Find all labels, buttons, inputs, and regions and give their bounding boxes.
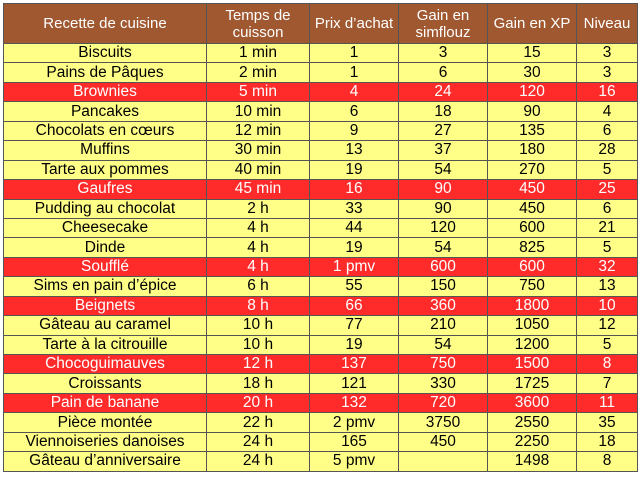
cook-time-cell: 18 h [207, 374, 310, 393]
recipe-name-cell: Pudding au chocolat [4, 199, 207, 218]
recipe-name-cell: Chocolats en cœurs [4, 121, 207, 140]
simflouz-gain-cell: 150 [399, 277, 488, 296]
recipe-name-cell: Pancakes [4, 102, 207, 121]
table-row [4, 335, 638, 354]
table-row [4, 160, 638, 179]
price-cell: 13 [310, 141, 399, 160]
level-cell: 16 [577, 82, 638, 101]
xp-gain-cell: 1800 [488, 296, 577, 315]
cook-time-cell: 4 h [207, 257, 310, 276]
level-cell: 18 [577, 432, 638, 451]
simflouz-gain-cell: 360 [399, 296, 488, 315]
price-cell: 66 [310, 296, 399, 315]
xp-gain-cell: 2550 [488, 413, 577, 432]
price-cell: 2 pmv [310, 413, 399, 432]
recipe-name-cell: Gâteau au caramel [4, 316, 207, 335]
xp-gain-cell: 15 [488, 44, 577, 63]
cook-time-cell: 12 h [207, 355, 310, 374]
simflouz-gain-cell: 6 [399, 63, 488, 82]
xp-gain-cell: 1500 [488, 355, 577, 374]
level-cell: 6 [577, 199, 638, 218]
price-cell: 44 [310, 218, 399, 237]
level-cell: 32 [577, 257, 638, 276]
cook-time-cell: 45 min [207, 180, 310, 199]
recipe-table-container [3, 3, 638, 472]
recipe-name-cell: Chocoguimauves [4, 355, 207, 374]
price-cell: 19 [310, 238, 399, 257]
simflouz-gain-cell: 54 [399, 335, 488, 354]
level-cell: 6 [577, 121, 638, 140]
xp-gain-cell: 450 [488, 180, 577, 199]
xp-gain-cell: 180 [488, 141, 577, 160]
recipe-name-cell: Pièce montée [4, 413, 207, 432]
simflouz-gain-cell: 330 [399, 374, 488, 393]
simflouz-gain-cell: 24 [399, 82, 488, 101]
xp-gain-cell: 2250 [488, 432, 577, 451]
table-row [4, 374, 638, 393]
price-cell: 1 [310, 44, 399, 63]
simflouz-gain-cell: 27 [399, 121, 488, 140]
xp-gain-cell: 1050 [488, 316, 577, 335]
cook-time-cell: 22 h [207, 413, 310, 432]
cook-time-cell: 24 h [207, 432, 310, 451]
level-cell: 28 [577, 141, 638, 160]
level-cell: 35 [577, 413, 638, 432]
level-cell: 8 [577, 452, 638, 471]
level-cell: 13 [577, 277, 638, 296]
table-row [4, 44, 638, 63]
column-header-price: Prix d’achat [310, 4, 399, 44]
cook-time-cell: 2 h [207, 199, 310, 218]
recipe-name-cell: Soufflé [4, 257, 207, 276]
xp-gain-cell: 3600 [488, 393, 577, 412]
cook-time-cell: 4 h [207, 238, 310, 257]
recipe-name-cell: Dinde [4, 238, 207, 257]
recipe-name-cell: Cheesecake [4, 218, 207, 237]
price-cell: 55 [310, 277, 399, 296]
price-cell: 16 [310, 180, 399, 199]
table-row [4, 277, 638, 296]
price-cell: 9 [310, 121, 399, 140]
recipe-name-cell: Sims en pain d’épice [4, 277, 207, 296]
column-header-cook-time: Temps de cuisson [207, 4, 310, 44]
cook-time-cell: 40 min [207, 160, 310, 179]
simflouz-gain-cell: 37 [399, 141, 488, 160]
cook-time-cell: 30 min [207, 141, 310, 160]
cook-time-cell: 10 min [207, 102, 310, 121]
recipe-table [3, 3, 638, 472]
price-cell: 132 [310, 393, 399, 412]
price-cell: 165 [310, 432, 399, 451]
table-row [4, 355, 638, 374]
simflouz-gain-cell: 54 [399, 238, 488, 257]
cook-time-cell: 12 min [207, 121, 310, 140]
recipe-name-cell: Pain de banane [4, 393, 207, 412]
xp-gain-cell: 270 [488, 160, 577, 179]
simflouz-gain-cell: 90 [399, 199, 488, 218]
table-row [4, 82, 638, 101]
price-cell: 6 [310, 102, 399, 121]
cook-time-cell: 10 h [207, 316, 310, 335]
column-header-simflouz-gain: Gain en simflouz [399, 4, 488, 44]
simflouz-gain-cell: 600 [399, 257, 488, 276]
table-row [4, 432, 638, 451]
price-cell: 19 [310, 335, 399, 354]
level-cell: 3 [577, 63, 638, 82]
table-row [4, 452, 638, 471]
table-row [4, 218, 638, 237]
xp-gain-cell: 825 [488, 238, 577, 257]
column-header-level: Niveau [577, 4, 638, 44]
recipe-name-cell: Gaufres [4, 180, 207, 199]
simflouz-gain-cell: 3 [399, 44, 488, 63]
simflouz-gain-cell: 90 [399, 180, 488, 199]
level-cell: 7 [577, 374, 638, 393]
table-row [4, 316, 638, 335]
price-cell: 5 pmv [310, 452, 399, 471]
recipe-name-cell: Gâteau d’anniversaire [4, 452, 207, 471]
xp-gain-cell: 750 [488, 277, 577, 296]
simflouz-gain-cell: 120 [399, 218, 488, 237]
cook-time-cell: 24 h [207, 452, 310, 471]
table-row [4, 121, 638, 140]
recipe-name-cell: Tarte à la citrouille [4, 335, 207, 354]
table-row [4, 141, 638, 160]
column-header-xp-gain: Gain en XP [488, 4, 577, 44]
recipe-name-cell: Biscuits [4, 44, 207, 63]
column-header-recipe: Recette de cuisine [4, 4, 207, 44]
table-row [4, 63, 638, 82]
price-cell: 137 [310, 355, 399, 374]
level-cell: 8 [577, 355, 638, 374]
table-row [4, 199, 638, 218]
xp-gain-cell: 600 [488, 257, 577, 276]
table-row [4, 102, 638, 121]
cook-time-cell: 5 min [207, 82, 310, 101]
table-header [4, 4, 638, 44]
recipe-name-cell: Brownies [4, 82, 207, 101]
simflouz-gain-cell: 210 [399, 316, 488, 335]
xp-gain-cell: 1200 [488, 335, 577, 354]
table-body [4, 44, 638, 472]
simflouz-gain-cell: 18 [399, 102, 488, 121]
level-cell: 12 [577, 316, 638, 335]
xp-gain-cell: 450 [488, 199, 577, 218]
cook-time-cell: 1 min [207, 44, 310, 63]
price-cell: 121 [310, 374, 399, 393]
simflouz-gain-cell: 750 [399, 355, 488, 374]
recipe-name-cell: Tarte aux pommes [4, 160, 207, 179]
level-cell: 5 [577, 160, 638, 179]
simflouz-gain-cell: 3750 [399, 413, 488, 432]
xp-gain-cell: 1725 [488, 374, 577, 393]
header-row [4, 4, 638, 44]
recipe-name-cell: Beignets [4, 296, 207, 315]
recipe-name-cell: Pains de Pâques [4, 63, 207, 82]
price-cell: 4 [310, 82, 399, 101]
price-cell: 1 [310, 63, 399, 82]
cook-time-cell: 4 h [207, 218, 310, 237]
recipe-name-cell: Croissants [4, 374, 207, 393]
table-row [4, 296, 638, 315]
xp-gain-cell: 120 [488, 82, 577, 101]
table-row [4, 238, 638, 257]
xp-gain-cell: 90 [488, 102, 577, 121]
level-cell: 5 [577, 335, 638, 354]
level-cell: 10 [577, 296, 638, 315]
table-row [4, 393, 638, 412]
simflouz-gain-cell: 720 [399, 393, 488, 412]
xp-gain-cell: 30 [488, 63, 577, 82]
recipe-name-cell: Muffins [4, 141, 207, 160]
level-cell: 25 [577, 180, 638, 199]
cook-time-cell: 8 h [207, 296, 310, 315]
cook-time-cell: 10 h [207, 335, 310, 354]
level-cell: 21 [577, 218, 638, 237]
cook-time-cell: 6 h [207, 277, 310, 296]
cook-time-cell: 20 h [207, 393, 310, 412]
cook-time-cell: 2 min [207, 63, 310, 82]
price-cell: 19 [310, 160, 399, 179]
recipe-name-cell: Viennoiseries danoises [4, 432, 207, 451]
level-cell: 5 [577, 238, 638, 257]
price-cell: 33 [310, 199, 399, 218]
price-cell: 1 pmv [310, 257, 399, 276]
price-cell: 77 [310, 316, 399, 335]
simflouz-gain-cell: 450 [399, 432, 488, 451]
level-cell: 3 [577, 44, 638, 63]
xp-gain-cell: 1498 [488, 452, 577, 471]
simflouz-gain-cell [399, 452, 488, 471]
simflouz-gain-cell: 54 [399, 160, 488, 179]
level-cell: 4 [577, 102, 638, 121]
level-cell: 11 [577, 393, 638, 412]
xp-gain-cell: 135 [488, 121, 577, 140]
table-row [4, 180, 638, 199]
xp-gain-cell: 600 [488, 218, 577, 237]
table-row [4, 413, 638, 432]
table-row [4, 257, 638, 276]
